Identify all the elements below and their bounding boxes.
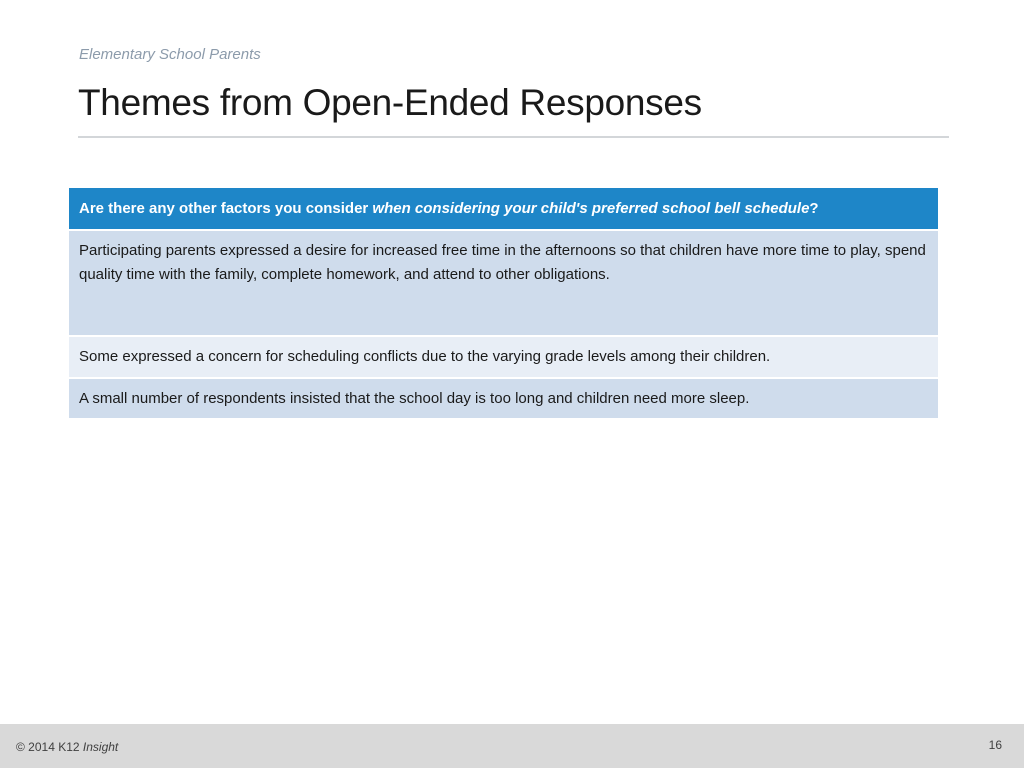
page-number: 16 bbox=[988, 738, 1002, 752]
table-row: Participating parents expressed a desire for increased free time in the afternoons so that children have more time to play, spend quality time with the family, complete homework, and attend to other obligations. bbox=[69, 229, 938, 335]
copyright-text bbox=[16, 740, 118, 754]
slide-footer bbox=[0, 724, 1024, 768]
question-prefix: Are there any other factors you consider bbox=[79, 200, 373, 217]
table-row: A small number of respondents insisted that the school day is too long and children need more sleep. bbox=[69, 377, 938, 418]
copyright-brand: Insight bbox=[82, 740, 119, 754]
table-header bbox=[69, 188, 938, 229]
slide-title: Themes from Open-Ended Responses bbox=[78, 82, 702, 123]
slide-subtitle: Elementary School Parents bbox=[79, 46, 261, 63]
title-divider bbox=[78, 136, 949, 138]
question-emphasis: when considering your child's preferred school bell schedule bbox=[372, 200, 810, 217]
responses-table bbox=[69, 188, 938, 418]
table-row: Some expressed a concern for scheduling conflicts due to the varying grade levels among their children. bbox=[69, 335, 938, 377]
copyright-prefix: © 2014 K12 bbox=[16, 740, 83, 754]
question-suffix: ? bbox=[809, 200, 819, 217]
